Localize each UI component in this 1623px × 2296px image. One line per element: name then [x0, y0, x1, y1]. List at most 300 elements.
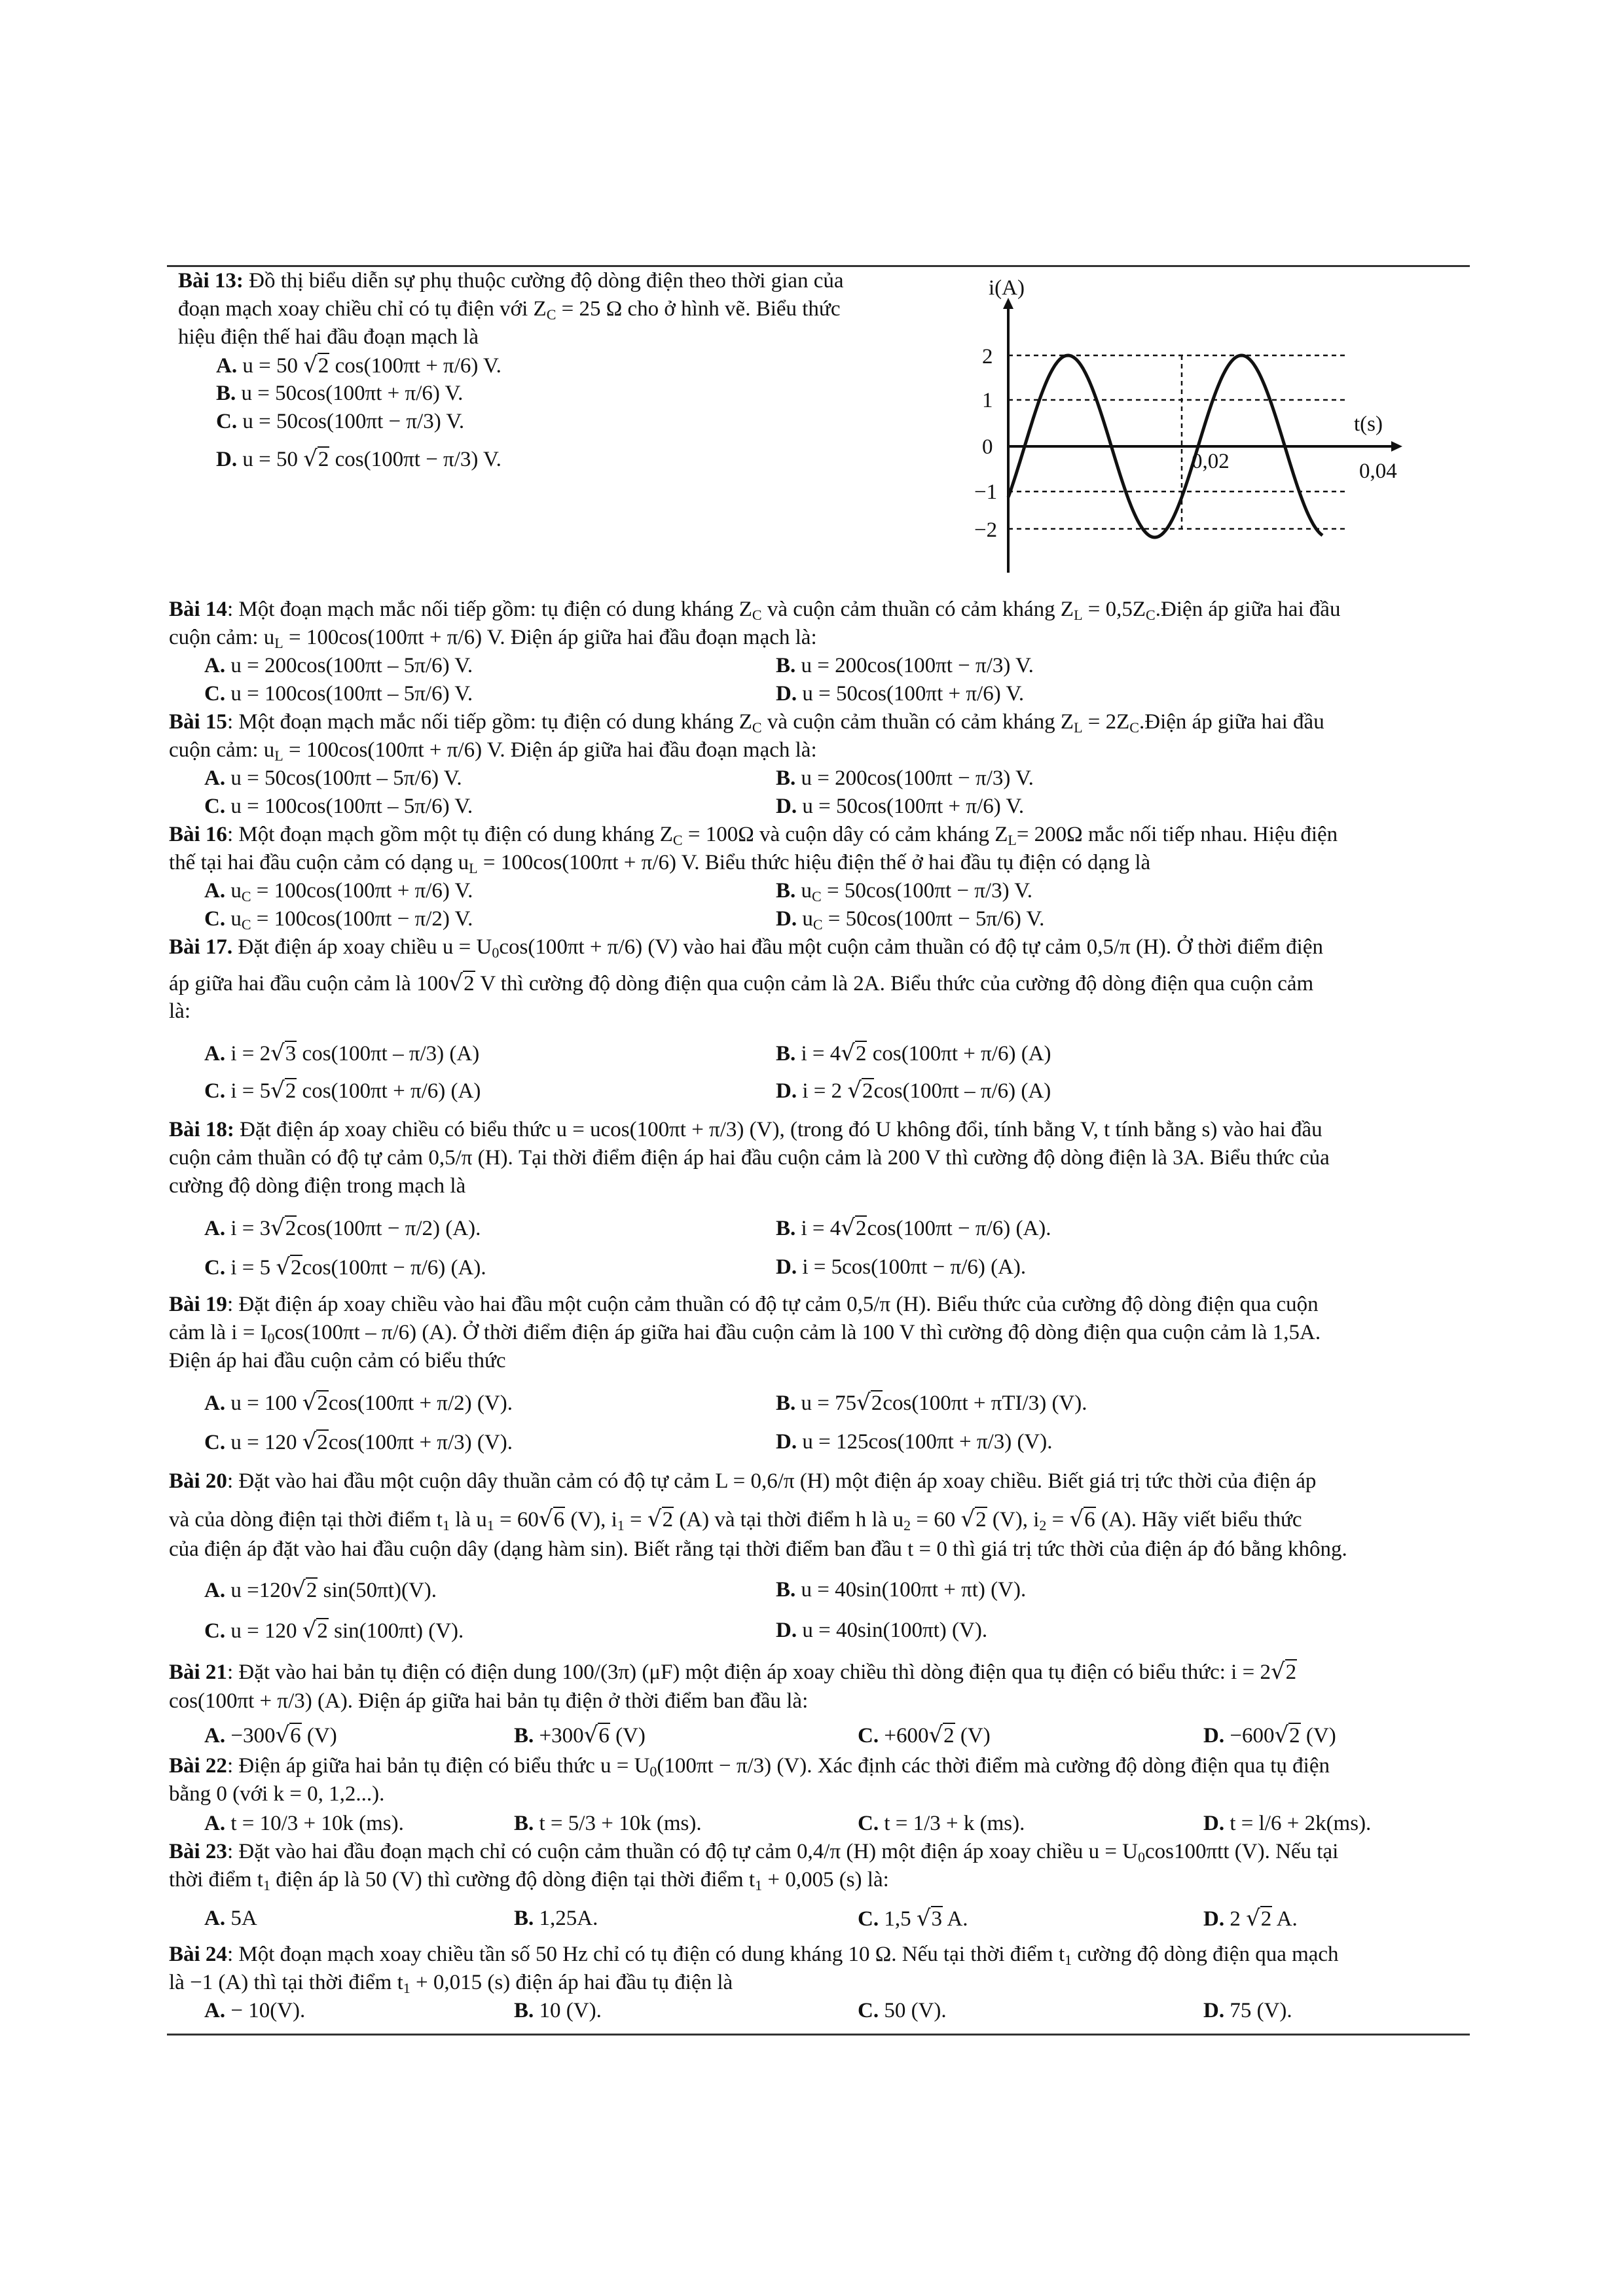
q18-option-a[interactable]	[204, 1214, 481, 1243]
option-text: u = 50cos(100πt + π/6) V.	[797, 795, 1025, 818]
text: Đặt điện áp xoay chiều u = U	[232, 935, 492, 959]
option-text: u = 50cos(100πt − π/3) V.	[237, 410, 465, 433]
option-text: sin(50πt)(V).	[318, 1579, 437, 1602]
sub: C	[812, 916, 823, 933]
q13-text-3: hiệu điện thế hai đầu đoạn mạch là	[178, 325, 479, 349]
option-text: u = 50cos(100πt – 5π/6) V.	[225, 766, 462, 790]
option-label: A.	[204, 766, 226, 790]
option-label: B.	[776, 1042, 796, 1066]
sqrt-arg: 6	[1084, 1508, 1095, 1532]
option-text: cos(100πt − π/6) (A).	[867, 1217, 1051, 1240]
q19-option-b[interactable]	[776, 1389, 1087, 1418]
option-text: A.	[1272, 1907, 1298, 1931]
sub: C	[752, 607, 762, 623]
sub: 0	[267, 1330, 275, 1346]
text: : Một đoạn mạch xoay chiều tần số 50 Hz chỉ có tụ điện có dung kháng 10 Ω. Nếu tại thời điểm t	[227, 1943, 1065, 1966]
question-label: Bài 16	[169, 823, 227, 846]
y-tick-m2: −2	[974, 518, 998, 542]
text: cường độ dòng điện trong mạch là	[169, 1174, 466, 1198]
sqrt-arg: 2	[855, 1217, 867, 1240]
q21-line-2	[169, 1687, 1468, 1715]
question-label: Bài 21	[169, 1660, 227, 1684]
option-text: i = 4	[795, 1042, 841, 1066]
option-label: A.	[204, 1042, 226, 1066]
text: = 100cos(100πt + π/6) V. Điện áp giữa hai đầu đoạn mạch là:	[283, 738, 817, 762]
q23-option-b[interactable]	[514, 1905, 598, 1933]
q13-option-c[interactable]	[216, 408, 464, 436]
text: : Đặt vào hai bản tụ điện có điện dung 100/(3π) (μF) một điện áp xoay chiều thì dòng điện qua tụ điện có biểu thức: i = 2	[227, 1660, 1271, 1684]
question-label: Bài 22	[169, 1754, 227, 1778]
q19-option-c[interactable]	[204, 1428, 513, 1457]
sub: 2	[1039, 1517, 1047, 1534]
option-label: D.	[776, 907, 797, 931]
sqrt-arg: 6	[553, 1508, 565, 1532]
text: =	[624, 1508, 647, 1532]
option-text: −300	[225, 1724, 276, 1748]
option-text: cos(100πt + π/6) (A)	[297, 1079, 481, 1103]
option-label: C.	[858, 1907, 879, 1931]
text: (A). Hãy viết biểu thức	[1095, 1508, 1302, 1532]
option-label: B.	[514, 1999, 534, 2022]
text: : Đặt điện áp xoay chiều vào hai đầu một cuộn cảm thuần có độ tự cảm 0,5/π (H). Biểu thức của cường độ dòng điện qua cuộn	[227, 1293, 1319, 1316]
q17-option-a[interactable]	[204, 1039, 479, 1068]
q19-option-d[interactable]	[776, 1428, 1053, 1456]
option-text: cos(100πt + π/3) (V).	[328, 1431, 513, 1454]
sqrt: √2	[847, 1077, 873, 1103]
text: = 60	[494, 1508, 539, 1532]
sqrt: √6	[583, 1722, 610, 1748]
option-text: i = 5	[225, 1079, 271, 1103]
question-label: Bài 17.	[169, 935, 233, 959]
option-label: A.	[204, 879, 226, 903]
sqrt: √2	[270, 1077, 297, 1103]
sqrt: √3	[916, 1905, 943, 1931]
text: cos(100πt + π/6) (V) vào hai đầu một cuộn cảm thuần có độ tự cảm 0,5/π (H). Ở thời điểm điện	[499, 935, 1323, 959]
q14-option-b[interactable]	[776, 652, 1034, 680]
sub: 1	[403, 1980, 410, 1996]
q13-option-d[interactable]	[216, 445, 501, 474]
sqrt: √2	[960, 1506, 987, 1532]
text: .Điện áp giữa hai đầu	[1155, 598, 1341, 621]
option-text: cos(100πt + πTI/3) (V).	[883, 1391, 1087, 1415]
question-13	[178, 267, 931, 351]
option-text: t = 5/3 + 10k (ms).	[534, 1812, 702, 1835]
q17-option-b[interactable]	[776, 1039, 1051, 1068]
option-label: D.	[776, 1079, 797, 1103]
q14-line-2	[169, 624, 1468, 652]
q16-line-1	[169, 821, 1468, 849]
q21-option-b[interactable]	[514, 1721, 646, 1750]
y-tick-0: 0	[982, 435, 993, 459]
q16-option-a[interactable]	[204, 877, 473, 905]
text: (100πt − π/3) (V). Xác định các thời điểm mà cường độ dòng điện qua tụ điện	[657, 1754, 1330, 1778]
sub: 0	[1138, 1849, 1146, 1865]
text: .Điện áp giữa hai đầu	[1139, 710, 1324, 734]
text: : Một đoạn mạch mắc nối tiếp gồm: tụ điện có dung kháng Z	[227, 598, 752, 621]
text: = 60	[911, 1508, 961, 1532]
q23-option-c[interactable]	[858, 1905, 968, 1933]
option-label: A.	[204, 1812, 226, 1835]
option-label: A.	[204, 1999, 226, 2022]
option-text: cos(100πt + π/6) V.	[329, 354, 501, 378]
option-label: D.	[776, 682, 797, 706]
option-label: D.	[776, 1430, 797, 1454]
sub: C	[1146, 607, 1156, 623]
q13-option-b[interactable]	[216, 380, 463, 408]
q20-option-a[interactable]	[204, 1576, 437, 1605]
option-label: C.	[204, 907, 226, 931]
q20-option-b[interactable]	[776, 1576, 1026, 1604]
option-label: D.	[1203, 1907, 1225, 1931]
option-label: C.	[216, 410, 238, 433]
sub: L	[1074, 719, 1083, 736]
sqrt: √2	[302, 1617, 328, 1643]
sub: 1	[442, 1517, 450, 1534]
text: cuộn cảm thuần có độ tự cảm 0,5/π (H). Tại thời điểm điện áp hai đầu cuộn cảm là 200 V thì cường độ dòng điện là 3A. Biểu thức của	[169, 1146, 1330, 1170]
option-text: 75 (V).	[1224, 1999, 1292, 2022]
option-text: u = 200cos(100πt − π/3) V.	[795, 766, 1034, 790]
text: + 0,015 (s) điện áp hai đầu tụ điện là	[410, 1971, 733, 1994]
q24-option-a[interactable]	[204, 1997, 305, 2025]
q20-line-3	[169, 1535, 1468, 1564]
option-text: (V)	[301, 1724, 337, 1748]
sub: C	[241, 916, 251, 933]
option-label: C.	[858, 1724, 879, 1748]
q14-line-1	[169, 596, 1468, 624]
q18-option-d[interactable]	[776, 1253, 1026, 1282]
q15-option-c[interactable]	[204, 793, 473, 821]
option-label: C.	[204, 1079, 226, 1103]
q20-line-2	[169, 1505, 1468, 1534]
option-text: u = 50	[237, 448, 304, 471]
sqrt-arg: 2	[318, 354, 329, 378]
q22-option-d[interactable]	[1203, 1810, 1371, 1838]
option-label: B.	[514, 1907, 534, 1930]
option-text: u = 100cos(100πt – 5π/6) V.	[225, 682, 473, 706]
option-text: i = 2	[225, 1042, 271, 1066]
option-label: D.	[1203, 1999, 1225, 2022]
q17-option-c[interactable]	[204, 1077, 481, 1105]
option-text: i = 5cos(100πt − π/6) (A).	[797, 1255, 1027, 1279]
sqrt: √2	[856, 1390, 883, 1416]
text: cos(100πt + π/3) (A). Điện áp giữa hai bản tụ điện ở thời điểm ban đầu là:	[169, 1689, 809, 1713]
y-tick-1: 1	[982, 389, 993, 412]
q18-line-1	[169, 1116, 1468, 1144]
option-text: t = l/6 + 2k(ms).	[1224, 1812, 1372, 1835]
sqrt-arg: 3	[285, 1042, 297, 1066]
q18-option-b[interactable]	[776, 1214, 1051, 1243]
sub: 1	[263, 1877, 270, 1893]
text: và cuộn cảm thuần có cảm kháng Z	[761, 598, 1074, 621]
option-label: A.	[204, 1724, 226, 1748]
text: áp giữa hai đầu cuộn cảm là 100	[169, 972, 449, 996]
q16-option-c[interactable]	[204, 905, 473, 933]
option-text: i = 3	[225, 1217, 271, 1240]
q13-option-a[interactable]	[216, 351, 501, 380]
sub: C	[672, 832, 683, 848]
q23-option-d[interactable]	[1203, 1905, 1298, 1933]
sub: 0	[492, 944, 500, 961]
option-text: 1,25A.	[534, 1907, 598, 1930]
option-label: B.	[514, 1724, 534, 1748]
option-text: (V)	[610, 1724, 646, 1748]
q24-option-b[interactable]	[514, 1997, 602, 2025]
x-tick-002: 0,02	[1192, 450, 1230, 473]
option-text: u = 100cos(100πt – 5π/6) V.	[225, 795, 473, 818]
option-text: = 100cos(100πt − π/2) V.	[251, 907, 473, 931]
q23-line-2	[169, 1866, 1468, 1894]
sqrt: √3	[270, 1040, 297, 1066]
sqrt: √2	[303, 446, 329, 472]
option-text: 1,5	[879, 1907, 917, 1931]
sqrt-arg: 2	[317, 1619, 328, 1643]
text: cos(100πt – π/6) (A). Ở thời điểm điện áp giữa hai đầu cuộn cảm là 100 V thì cường độ dòng điện qua cuộn cảm là 1,5A.	[274, 1321, 1321, 1344]
q23-line-1	[169, 1838, 1468, 1866]
option-text: u = 40sin(100πt + πt) (V).	[795, 1578, 1027, 1602]
option-text: u = 50cos(100πt + π/6) V.	[236, 382, 464, 405]
text: là:	[169, 999, 191, 1023]
q21-option-d[interactable]	[1203, 1721, 1336, 1750]
q21-option-c[interactable]	[858, 1721, 991, 1750]
sqrt: √2	[1270, 1659, 1297, 1685]
q17-line-2	[169, 969, 1468, 998]
x-axis-arrow	[1391, 441, 1402, 452]
text: = 100cos(100πt + π/6) V. Điện áp giữa hai đầu đoạn mạch là:	[283, 626, 817, 649]
q20-option-c[interactable]	[204, 1617, 464, 1645]
sqrt-arg: 2	[318, 448, 329, 471]
option-text: (V)	[1300, 1724, 1336, 1748]
sqrt-arg: 2	[285, 1217, 297, 1240]
option-label: C.	[204, 795, 226, 818]
option-text: u = 200cos(100πt – 5π/6) V.	[225, 654, 473, 677]
q15-line-1	[169, 708, 1468, 736]
text: bằng 0 (với k = 0, 1,2...).	[169, 1782, 385, 1806]
option-text: u = 120	[225, 1431, 302, 1454]
option-text: i = 2	[797, 1079, 848, 1103]
q24-option-d[interactable]	[1203, 1997, 1292, 2025]
option-text: u	[225, 879, 242, 903]
q22-option-a[interactable]	[204, 1810, 404, 1838]
sqrt-arg: 2	[291, 1256, 302, 1280]
q14-option-a[interactable]	[204, 652, 473, 680]
y-tick-2: 2	[982, 345, 993, 368]
sqrt-arg: 2	[317, 1431, 328, 1454]
bottom-rule	[167, 2034, 1470, 2036]
sqrt: √2	[1246, 1905, 1272, 1931]
sub: 0	[649, 1763, 657, 1780]
option-label: C.	[204, 1431, 226, 1454]
sqrt-arg: 2	[1260, 1907, 1272, 1931]
text: (V), i	[565, 1508, 617, 1532]
text: Điện áp hai đầu cuộn cảm có biểu thức	[169, 1349, 506, 1372]
option-label: C.	[858, 1999, 879, 2022]
sqrt: √2	[291, 1577, 318, 1603]
q23-option-a[interactable]	[204, 1905, 257, 1933]
sub: L	[274, 747, 283, 764]
option-label: B.	[514, 1812, 534, 1835]
option-label: A.	[204, 654, 226, 677]
x-tick-004: 0,04	[1359, 459, 1397, 483]
sub: C	[752, 719, 762, 736]
question-label: Bài 20	[169, 1469, 227, 1493]
option-text: +300	[534, 1724, 584, 1748]
option-label: D.	[1203, 1812, 1225, 1835]
sub: C	[812, 888, 822, 905]
y-tick-m1: −1	[974, 480, 998, 504]
option-text: 50 (V).	[879, 1999, 947, 2022]
question-label: Bài 14	[169, 598, 227, 621]
sqrt: √6	[1069, 1506, 1095, 1532]
option-label: B.	[776, 654, 796, 677]
text: = 100cos(100πt + π/6) V. Biểu thức hiệu điện thế ở hai đầu tụ điện có dạng là	[477, 851, 1151, 874]
option-text: cos(100πt – π/3) (A)	[297, 1042, 480, 1066]
sqrt-arg: 2	[1289, 1724, 1300, 1748]
text: Đặt điện áp xoay chiều có biểu thức u = ucos(100πt + π/3) (V), (trong đó U không đổi, tính bằng V, t tính bằng s) vào hai đầu	[234, 1118, 1322, 1141]
sqrt: √2	[276, 1254, 302, 1280]
option-text: sin(100πt) (V).	[328, 1619, 464, 1643]
sub: 1	[486, 1517, 494, 1534]
sqrt-arg: 2	[855, 1042, 867, 1066]
sqrt: √2	[841, 1215, 867, 1241]
option-label: A.	[204, 1391, 226, 1415]
option-label: C.	[204, 1619, 226, 1643]
option-text: u = 50cos(100πt + π/6) V.	[797, 682, 1025, 706]
q15-option-b[interactable]	[776, 764, 1034, 793]
q17-option-d[interactable]	[776, 1077, 1051, 1105]
text: : Đặt vào hai đầu một cuộn dây thuần cảm có độ tự cảm L = 0,6/π (H) một điện áp xoay chiều. Biết giá trị tức thời của điện áp	[227, 1469, 1317, 1493]
q16-option-d[interactable]	[776, 905, 1044, 933]
text: = 100Ω và cuộn dây có cảm kháng Z	[682, 823, 1008, 846]
question-label: Bài 23	[169, 1840, 227, 1863]
sqrt-arg: 2	[1285, 1660, 1297, 1684]
text: (V), i	[987, 1508, 1040, 1532]
option-text: = 50cos(100πt − 5π/6) V.	[822, 907, 1045, 931]
current-time-graph	[936, 268, 1434, 583]
q14-option-d[interactable]	[776, 680, 1024, 708]
sqrt: √2	[270, 1215, 297, 1241]
text: cos100πtt (V). Nếu tại	[1145, 1840, 1339, 1863]
sqrt: √2	[647, 1506, 674, 1532]
q22-option-c[interactable]	[858, 1810, 1025, 1838]
option-text: cos(100πt – π/6) (A)	[873, 1079, 1051, 1103]
option-text: u = 40sin(100πt) (V).	[797, 1619, 988, 1642]
option-text: (V)	[955, 1724, 991, 1748]
text: là −1 (A) thì tại thời điểm t	[169, 1971, 403, 1994]
text: = 200Ω mắc nối tiếp nhau. Hiệu điện	[1016, 823, 1338, 846]
option-label: B.	[776, 1391, 796, 1415]
sub: C	[546, 306, 556, 323]
sqrt-arg: 2	[662, 1508, 674, 1532]
text: = 0,5Z	[1082, 598, 1146, 621]
text: cảm là i = I	[169, 1321, 268, 1344]
q14-option-c[interactable]	[204, 680, 473, 708]
option-label: D.	[776, 1619, 797, 1642]
sub: 2	[903, 1517, 911, 1534]
option-label: B.	[776, 766, 796, 790]
sqrt: √2	[841, 1040, 867, 1066]
option-label: C.	[204, 1256, 226, 1280]
q20-line-1	[169, 1467, 1468, 1496]
option-text: u = 100	[225, 1391, 302, 1415]
option-text: cos(100πt + π/6) (A)	[867, 1042, 1051, 1066]
sub: L	[274, 635, 283, 651]
q24-line-2	[169, 1969, 1468, 1997]
q15-option-a[interactable]	[204, 764, 462, 793]
q21-option-a[interactable]	[204, 1721, 337, 1750]
option-text: u	[797, 907, 813, 931]
sqrt: √6	[275, 1722, 301, 1748]
text: thế tại hai đầu cuộn cảm có dạng u	[169, 851, 469, 874]
q16-line-2	[169, 849, 1468, 877]
option-label: A.	[204, 1579, 226, 1602]
option-text: u = 125cos(100πt + π/3) (V).	[797, 1430, 1053, 1454]
q22-option-b[interactable]	[514, 1810, 702, 1838]
option-text: t = 1/3 + k (ms).	[879, 1812, 1025, 1835]
text: của điện áp đặt vào hai đầu cuộn dây (dạng hàm sin). Biết rằng tại thời điểm ban đầu t = 0 thì giá trị tức thời của điện áp đó bằng không.	[169, 1537, 1347, 1561]
q22-line-1	[169, 1752, 1468, 1780]
sqrt-arg: 2	[976, 1508, 987, 1532]
q15-line-2	[169, 736, 1468, 764]
option-text: = 50cos(100πt − π/3) V.	[821, 879, 1033, 903]
text: và cuộn cảm thuần có cảm kháng Z	[761, 710, 1074, 734]
sqrt-arg: 2	[862, 1079, 873, 1103]
sqrt-arg: 2	[871, 1391, 883, 1415]
option-text: u = 50	[237, 354, 304, 378]
sqrt-arg: 6	[290, 1724, 301, 1748]
q13-label: Bài 13:	[178, 269, 244, 293]
text: : Đặt vào hai đầu đoạn mạch chỉ có cuộn cảm thuần có độ tự cảm 0,4/π (H) một điện áp xoay chiều u = U	[227, 1840, 1139, 1863]
q20-option-d[interactable]	[776, 1617, 987, 1645]
text: thời điểm t	[169, 1868, 263, 1892]
text: là u	[449, 1508, 487, 1532]
option-text: u	[795, 879, 812, 903]
option-text: 2	[1224, 1907, 1247, 1931]
option-text: cos(100πt − π/3) V.	[329, 448, 501, 471]
y-axis-label: i(A)	[989, 276, 1025, 300]
q19-line-2	[169, 1319, 1468, 1347]
option-label: B.	[776, 1578, 796, 1602]
text: = 2Z	[1082, 710, 1130, 734]
sqrt-arg: 2	[306, 1579, 318, 1602]
sqrt: √6	[538, 1506, 565, 1532]
option-text: u =120	[225, 1579, 292, 1602]
sqrt-arg: 2	[317, 1391, 328, 1415]
q13-text-1: Đồ thị biểu diễn sự phụ thuộc cường độ dòng điện theo thời gian của	[249, 269, 844, 293]
q24-option-c[interactable]	[858, 1997, 947, 2025]
q19-line-3	[169, 1347, 1468, 1375]
option-label: D.	[1203, 1724, 1225, 1748]
q18-line-3	[169, 1172, 1468, 1200]
text: : Điện áp giữa hai bản tụ điện có biểu thức u = U	[227, 1754, 650, 1778]
option-text: −600	[1224, 1724, 1275, 1748]
option-label: B.	[216, 382, 236, 405]
q19-option-a[interactable]	[204, 1389, 513, 1418]
sqrt: √2	[928, 1722, 955, 1748]
option-text: cos(100πt − π/6) (A).	[302, 1256, 486, 1280]
option-text: cos(100πt − π/2) (A).	[297, 1217, 481, 1240]
sqrt: √2	[303, 352, 329, 378]
x-axis-label: t(s)	[1354, 412, 1383, 436]
option-text: i = 4	[795, 1217, 841, 1240]
q16-option-b[interactable]	[776, 877, 1032, 905]
q15-option-d[interactable]	[776, 793, 1024, 821]
q18-option-c[interactable]	[204, 1253, 486, 1282]
text: (A) và tại thời điểm h là u	[674, 1508, 904, 1532]
sub: L	[1074, 607, 1083, 623]
text: =	[1046, 1508, 1070, 1532]
sqrt-arg: 2	[285, 1079, 297, 1103]
q19-line-1	[169, 1291, 1468, 1319]
